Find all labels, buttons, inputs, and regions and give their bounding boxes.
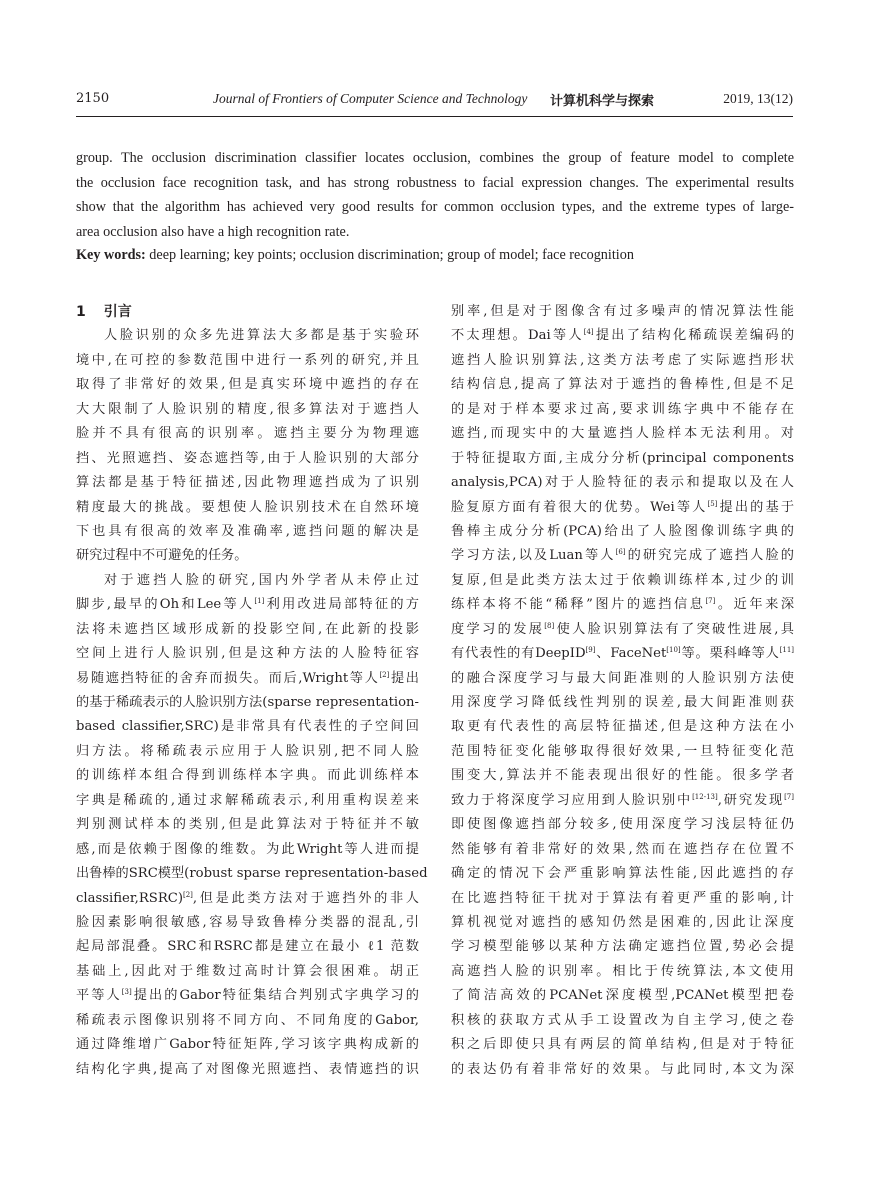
body-text-line: analysis,PCA)对于人脸特征的表示和提取以及在人	[451, 475, 794, 491]
section-title: 引言	[103, 304, 132, 320]
body-text-line: 境中,在可控的参数范围中进行一系列的研究,并且	[76, 352, 419, 368]
keywords-label: Key words:	[76, 247, 146, 263]
body-text-line: 稀疏表示图像识别将不同方向、不同角度的Gabor,	[76, 1012, 419, 1028]
keywords	[76, 243, 634, 268]
body-text-line: 在比遮挡特征干扰对于算法有着更严重的影响,计	[451, 890, 794, 906]
body-text-line: 基础上,因此对于维数过高时计算会很困难。胡正	[76, 963, 419, 979]
body-text-line: 的是对于样本要求过高,要求训练字典中不能存在	[451, 401, 794, 417]
body-text-line: 了简洁高效的PCANet深度模型,PCANet模型把卷	[451, 988, 794, 1004]
body-text-line: 对于遮挡人脸的研究,国内外学者从未停止过	[104, 572, 419, 588]
body-text-line: 学习方法,以及Luan等人[6]的研究完成了遮挡人脸的	[451, 548, 794, 564]
body-text-line: 高遮挡人脸的识别率。相比于传统算法,本文使用	[451, 963, 794, 979]
body-text-line: 脸并不具有很高的识别率。遮挡主要分为物理遮	[76, 426, 419, 442]
body-text-line: 算机视觉对遮挡的感知仍然是困难的,因此让深度	[451, 914, 794, 930]
body-text-line: 脸因素影响很敏感,容易导致鲁棒分类器的混乱,引	[76, 914, 419, 930]
body-text-line: 范围特征变化能够取得很好效果,一旦特征变化范	[451, 743, 794, 759]
body-text-line: 复原,但是此类方法太过于依赖训练样本,过少的训	[451, 572, 794, 588]
issue-info: 2019, 13(12)	[723, 91, 793, 106]
body-text-line: 有代表性的有DeepID[9]、FaceNet[10]等。栗科峰等人[11]	[451, 646, 795, 662]
body-text-line: 取得了非常好的效果,但是真实环境中遮挡的存在	[76, 377, 419, 393]
section-heading	[76, 300, 419, 324]
body-text-line: 易随遮挡特征的舍弃而损失。而后,Wright等人[2]提出	[76, 670, 419, 686]
body-text-line: 字典是稀疏的,通过求解稀疏表示,利用重构误差来	[76, 792, 419, 808]
body-text-line: 结构化字典,提高了对图像光照遮挡、表情遮挡的识	[76, 1061, 419, 1077]
abstract-block	[76, 146, 794, 244]
left-column	[76, 300, 428, 1082]
body-text-line: 法将未遮挡区域形成新的投影空间,在此新的投影	[76, 621, 419, 637]
body-text-line: 结构信息,提高了算法对于遮挡的鲁棒性,但是不足	[451, 377, 794, 393]
body-text-line: 遮挡,而现实中的大量遮挡人脸样本无法利用。对	[451, 426, 794, 442]
journal-title-en: Journal of Frontiers of Computer Science and Technology	[213, 91, 528, 106]
body-text-line: 积之后即使只具有两层的简单结构,但是对于特征	[451, 1037, 794, 1053]
running-header	[76, 91, 793, 115]
section-number: 1	[76, 304, 86, 320]
body-text-line: 即使图像遮挡部分较多,使用深度学习浅层特征仍	[451, 817, 794, 833]
body-text-line: 然能够有着非常好的效果,然而在遮挡存在位置不	[451, 841, 794, 857]
body-text-line: 遮挡人脸识别算法,这类方法考虑了实际遮挡形状	[451, 352, 794, 368]
body-text-line: 出鲁棒的SRC模型(robust sparse representation-based	[76, 866, 428, 882]
body-text-line: 的训练样本组合得到训练样本字典。而此训练样本	[76, 768, 419, 784]
header-rule	[76, 116, 793, 117]
body-text-line: 取更有代表性的高层特征描述,但是这种方法在小	[451, 719, 794, 735]
body-text-line: 确定的情况下会严重影响算法性能,因此遮挡的存	[451, 866, 794, 882]
body-text-line: based classifier,SRC)是非常具有代表性的子空间回	[76, 719, 419, 735]
body-text-line: 的融合深度学习与最大间距准则的人脸识别方法使	[451, 670, 794, 686]
body-text-line: 起局部混叠。SRC和RSRC都是建立在最小 ℓ1 范数	[76, 939, 419, 955]
body-text-line: 脚步,最早的Oh和Lee等人[1]利用改进局部特征的方	[76, 597, 419, 613]
body-text-line: 精度最大的挑战。要想使人脸识别技术在自然环境	[76, 499, 419, 515]
abstract-line: the occlusion face recognition task, and has strong robustness to facial expression changes. The experimental results	[76, 174, 794, 191]
body-text-line: 挡、光照遮挡、姿态遮挡等,由于人脸识别的大部分	[76, 450, 419, 466]
body-text-line: 大大限制了人脸识别的精度,很多算法对于遮挡人	[76, 401, 419, 417]
body-text-line: 积核的获取方式从手工设置改为自主学习,使之卷	[451, 1012, 794, 1028]
body-text-line: 练样本将不能“稀释”图片的遮挡信息[7]。近年来深	[451, 597, 795, 613]
body-text-line: 学习模型能够以某种方法确定遮挡位置,势必会提	[451, 939, 794, 955]
body-text-line: 别率,但是对于图像含有过多噪声的情况算法性能	[451, 304, 794, 319]
body-text-line: 围变大,算法并不能表现出很好的性能。很多学者	[451, 768, 794, 784]
body-text-line: 判别测试样本的类别,但是此算法对于特征并不敏	[76, 817, 419, 833]
body-text-line: 空间上进行人脸识别,但是这种方法的人脸特征容	[76, 646, 419, 662]
body-text-line: 鲁棒主成分分析(PCA)给出了人脸图像训练字典的	[451, 523, 794, 539]
body-text-line: classifier,RSRC)[2],但是此类方法对于遮挡外的非人	[76, 890, 419, 906]
body-text-line: 致力于将深度学习应用到人脸识别中[12-13],研究发现[7]	[451, 792, 794, 808]
body-text-line: 于特征提取方面,主成分分析(principal components	[451, 450, 794, 466]
body-text-line: 脸复原方面有着很大的优势。Wei等人[5]提出的基于	[451, 499, 795, 515]
keywords-text: deep learning; key points; occlusion discrimination; group of model; face recognition	[145, 247, 634, 263]
body-text-line: 研究过程中不可避免的任务。	[76, 548, 248, 564]
body-text-line: 算法都是基于特征描述,因此物理遮挡成为了识别	[76, 475, 419, 491]
right-column	[451, 300, 794, 1082]
journal-title-cn: 计算机科学与探索	[550, 94, 655, 109]
body-text-line: 的基于稀疏表示的人脸识别方法(sparse representation-	[76, 695, 419, 710]
body-text-line: 归方法。将稀疏表示应用于人脸识别,把不同人脸	[76, 743, 419, 759]
body-text-line: 不太理想。Dai等人[4]提出了结构化稀疏误差编码的	[451, 328, 795, 344]
body-text-line: 人脸识别的众多先进算法大多都是基于实验环	[104, 328, 419, 344]
body-text-line: 通过降维增广Gabor特征矩阵,学习该字典构成新的	[76, 1037, 419, 1053]
page-number: 2150	[76, 91, 110, 106]
abstract-line: show that the algorithm has achieved very good results for common occlusion types, and the extreme types of large-	[76, 199, 794, 215]
abstract-line: area occlusion also have a high recognition rate.	[76, 223, 350, 240]
abstract-line: group. The occlusion discrimination classifier locates occlusion, combines the group of feature model to complete	[76, 150, 794, 166]
body-text-line: 用深度学习降低线性判别的误差,最大间距准则获	[451, 695, 794, 710]
body-text-line: 的表达仍有着非常好的效果。与此同时,本文为深	[451, 1061, 794, 1077]
body-text-line: 下也具有很高的效率及准确率,遮挡问题的解决是	[76, 523, 419, 539]
body-text-line: 平等人[3]提出的Gabor特征集结合判别式字典学习的	[76, 988, 419, 1004]
body-text-line: 度学习的发展[8]使人脸识别算法有了突破性进展,具	[451, 621, 794, 637]
body-text-line: 感,而是依赖于图像的维数。为此Wright等人进而提	[76, 841, 419, 857]
